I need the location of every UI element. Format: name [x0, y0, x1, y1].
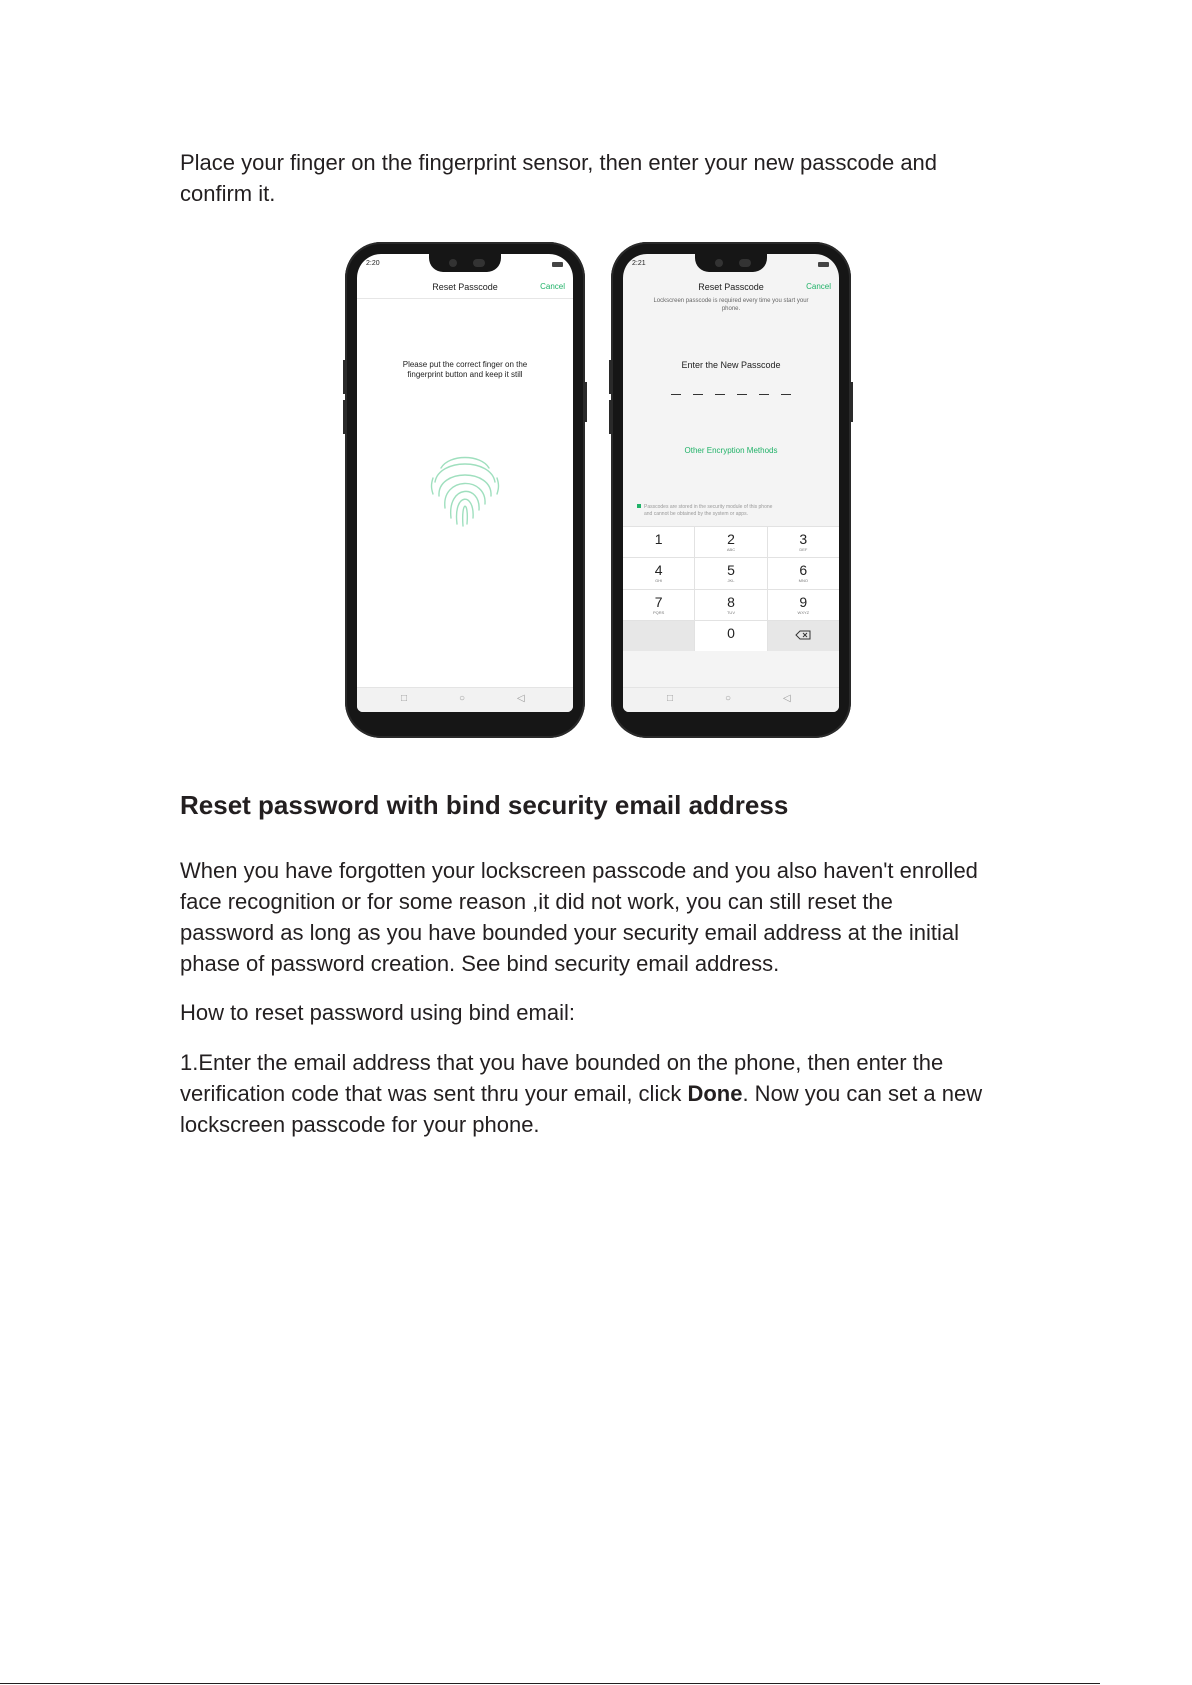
step-line: lockscreen passcode for your phone. [180, 1112, 540, 1137]
enter-passcode-label: Enter the New Passcode [681, 360, 781, 370]
camera-icon [449, 259, 457, 267]
key-5[interactable]: 5 JKL [695, 558, 766, 588]
volume-button [609, 360, 612, 394]
divider [357, 298, 573, 299]
key-6[interactable]: 6 MNO [768, 558, 839, 588]
other-encryption-methods-link[interactable]: Other Encryption Methods [684, 446, 778, 455]
step-1-paragraph [180, 1047, 982, 1140]
key-2[interactable]: 2 ABC [695, 527, 766, 557]
key-9[interactable]: 9 WXYZ [768, 590, 839, 620]
cancel-button[interactable]: Cancel [806, 282, 831, 291]
phone-screen [623, 254, 839, 712]
footer-rule [0, 1683, 1100, 1684]
paragraph-line: face recognition or for some reason ,it did not work, you can still reset the [180, 889, 893, 914]
passcode-digit-slot [781, 394, 791, 395]
power-button [584, 382, 587, 422]
fingerprint-instruction [357, 360, 573, 380]
note-line: and cannot be obtained by the system or apps. [644, 511, 748, 517]
back-triangle-nav-icon[interactable]: ◁ [517, 693, 525, 704]
key-0[interactable]: 0 [695, 621, 766, 651]
notch [429, 254, 501, 272]
numeric-keypad [623, 526, 839, 651]
paragraph-line: password as long as you have bounded your security email address at the initial [180, 920, 960, 945]
status-time: 2:21 [632, 260, 646, 267]
key-blank [623, 621, 694, 651]
system-nav-bar [357, 687, 573, 712]
cancel-button[interactable]: Cancel [540, 282, 565, 291]
volume-button [343, 400, 346, 434]
done-keyword: Done [687, 1081, 743, 1106]
passcode-digit-slot [737, 394, 747, 395]
volume-button [343, 360, 346, 394]
passcode-digit-slot [671, 394, 681, 395]
shield-icon [637, 504, 641, 508]
key-7[interactable]: 7 PQRS [623, 590, 694, 620]
intro-line: confirm it. [180, 181, 276, 206]
intro-line: Place your finger on the fingerprint sensor, then enter your new passcode and [180, 150, 938, 175]
circle-nav-icon[interactable]: ○ [725, 693, 732, 704]
speaker-icon [473, 259, 485, 267]
passcode-digit-slot [693, 394, 703, 395]
key-backspace[interactable] [768, 621, 839, 651]
phone-fingerprint-screenshot [345, 242, 585, 738]
back-triangle-nav-icon[interactable]: ◁ [783, 693, 791, 704]
camera-icon [715, 259, 723, 267]
paragraph-line: phase of password creation. See bind security email address. [180, 951, 780, 976]
key-4[interactable]: 4 GHI [623, 558, 694, 588]
how-to-label: How to reset password using bind email: [180, 1000, 575, 1025]
section-heading: Reset password with bind security email address [180, 790, 789, 820]
passcode-input[interactable] [623, 382, 839, 400]
square-nav-icon[interactable]: □ [401, 693, 408, 704]
step-line [180, 1078, 982, 1109]
step-text: . Now you can set a new [742, 1081, 983, 1106]
backspace-icon [795, 630, 811, 640]
intro-paragraph [180, 147, 937, 209]
square-nav-icon[interactable]: □ [667, 693, 674, 704]
system-nav-bar [623, 687, 839, 712]
passcode-hint [631, 297, 831, 313]
phone-screen [357, 254, 573, 712]
passcode-digit-slot [759, 394, 769, 395]
notch [695, 254, 767, 272]
fingerprint-icon[interactable] [427, 444, 503, 530]
screen-title: Reset Passcode [698, 282, 764, 292]
instruction-line: Please put the correct finger on the [402, 360, 528, 369]
battery-icon [818, 262, 829, 267]
description-paragraph [180, 855, 978, 979]
volume-button [609, 400, 612, 434]
key-1[interactable]: 1 [623, 527, 694, 557]
status-time: 2:20 [366, 260, 380, 267]
passcode-digit-slot [715, 394, 725, 395]
battery-icon [552, 262, 563, 267]
security-note [637, 504, 827, 518]
speaker-icon [739, 259, 751, 267]
key-3[interactable]: 3 DEF [768, 527, 839, 557]
circle-nav-icon[interactable]: ○ [459, 693, 466, 704]
hint-line: Lockscreen passcode is required every time you start your [653, 298, 809, 304]
instruction-line: fingerprint button and keep it still [407, 370, 523, 379]
hint-line: phone. [721, 306, 741, 312]
phone-passcode-screenshot [611, 242, 851, 738]
step-text: verification code that was sent thru your email, click [180, 1081, 688, 1106]
power-button [850, 382, 853, 422]
step-line: 1.Enter the email address that you have bounded on the phone, then enter the [180, 1050, 944, 1075]
screen-title: Reset Passcode [432, 282, 498, 292]
key-8[interactable]: 8 TUV [695, 590, 766, 620]
note-line: Passcodes are stored in the security module of this phone [644, 504, 773, 510]
paragraph-line: When you have forgotten your lockscreen passcode and you also haven't enrolled [180, 858, 978, 883]
